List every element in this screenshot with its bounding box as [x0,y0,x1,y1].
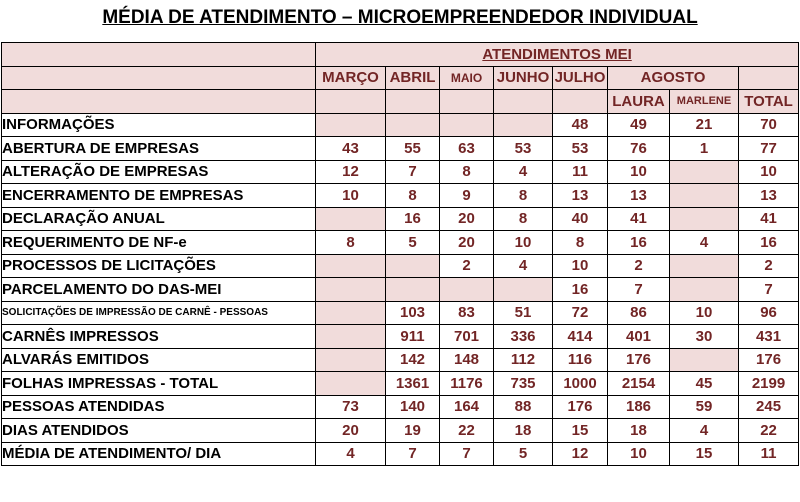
sub-header-row [2,90,799,114]
column-header-agosto: AGOSTO [608,66,739,90]
table-cell: 5 [494,442,553,466]
table-cell: 20 [440,231,494,255]
table-cell: 245 [739,395,799,419]
table-cell: 13 [739,184,799,208]
table-cell: 1361 [386,372,440,396]
table-cell: 2 [440,254,494,278]
table-cell [316,372,386,396]
table-cell: 77 [739,137,799,161]
table-cell: 53 [494,137,553,161]
table-cell: 45 [670,372,739,396]
table-cell [440,278,494,302]
table-cell: 401 [608,325,670,349]
table-cell: 8 [494,207,553,231]
table-cell: 4 [494,254,553,278]
table-row [2,419,799,443]
table-cell: 1000 [553,372,608,396]
table-row [2,348,799,372]
table-cell: 8 [440,160,494,184]
table-cell [316,301,386,325]
table-cell: 10 [494,231,553,255]
table-row [2,160,799,184]
table-cell: 40 [553,207,608,231]
table-cell: 7 [608,278,670,302]
row-label: REQUERIMENTO DE NF-e [2,231,316,255]
row-label: SOLICITAÇÕES DE IMPRESSÃO DE CARNÊ - PESSOAS [2,301,316,325]
table-cell: 49 [608,113,670,137]
table-cell: 5 [386,231,440,255]
table-cell [494,278,553,302]
table-cell [670,254,739,278]
table-cell: 10 [608,160,670,184]
table-cell: 53 [553,137,608,161]
table-cell: 140 [386,395,440,419]
empty-cell [553,90,608,114]
table-row [2,395,799,419]
table-cell: 10 [608,442,670,466]
table-cell: 431 [739,325,799,349]
table-cell [316,207,386,231]
table-cell: 10 [670,301,739,325]
table-title-row [2,43,799,67]
table-cell: 112 [494,348,553,372]
table-cell: 43 [316,137,386,161]
table-cell [386,254,440,278]
sub-header-total: TOTAL [739,90,799,114]
table-cell: 96 [739,301,799,325]
table-cell: 186 [608,395,670,419]
empty-cell [739,66,799,90]
table-cell: 18 [608,419,670,443]
table-cell: 4 [670,419,739,443]
table-cell: 10 [316,184,386,208]
table-cell: 911 [386,325,440,349]
table-cell: 2199 [739,372,799,396]
table-cell: 48 [553,113,608,137]
table-cell: 18 [494,419,553,443]
table-cell [670,348,739,372]
table-cell: 12 [316,160,386,184]
table-cell: 103 [386,301,440,325]
row-label: ENCERRAMENTO DE EMPRESAS [2,184,316,208]
table-cell: 7 [386,442,440,466]
table-row [2,113,799,137]
table-cell: 7 [739,278,799,302]
table-cell [316,278,386,302]
table-cell: 22 [739,419,799,443]
row-label: FOLHAS IMPRESSAS - TOTAL [2,372,316,396]
table-cell: 176 [739,348,799,372]
table-cell: 16 [608,231,670,255]
table-cell [386,113,440,137]
table-cell: 4 [494,160,553,184]
table-cell: 21 [670,113,739,137]
table-cell: 86 [608,301,670,325]
row-label: ABERTURA DE EMPRESAS [2,137,316,161]
sub-header-laura: LAURA [608,90,670,114]
table-cell: 16 [386,207,440,231]
row-label: PESSOAS ATENDIDAS [2,395,316,419]
table-cell: 12 [553,442,608,466]
table-cell: 30 [670,325,739,349]
table-row [2,278,799,302]
table-cell: 9 [440,184,494,208]
table-cell: 176 [553,395,608,419]
table-cell: 72 [553,301,608,325]
table-cell [316,348,386,372]
table-cell: 10 [553,254,608,278]
table-cell: 19 [386,419,440,443]
table-cell: 4 [316,442,386,466]
empty-cell [2,43,316,67]
table-cell: 70 [739,113,799,137]
sub-header-marlene: MARLENE [670,90,739,114]
table-cell: 88 [494,395,553,419]
table-cell: 1 [670,137,739,161]
table-cell: 15 [553,419,608,443]
table-cell [670,207,739,231]
table-row [2,231,799,255]
month-header-row [2,66,799,90]
table-cell: 116 [553,348,608,372]
table-row [2,184,799,208]
table-cell: 8 [494,184,553,208]
table-cell: 51 [494,301,553,325]
table-cell: 1176 [440,372,494,396]
row-label: ALVARÁS EMITIDOS [2,348,316,372]
table-cell: 83 [440,301,494,325]
table-row [2,137,799,161]
empty-cell [386,90,440,114]
table-cell: 142 [386,348,440,372]
table-cell: 8 [553,231,608,255]
empty-cell [316,90,386,114]
table-title: ATENDIMENTOS MEI [316,43,799,67]
table-cell: 8 [386,184,440,208]
row-label: MÉDIA DE ATENDIMENTO/ DIA [2,442,316,466]
row-label: PROCESSOS DE LICITAÇÕES [2,254,316,278]
table-cell: 13 [608,184,670,208]
table-cell: 414 [553,325,608,349]
table-cell [316,254,386,278]
table-cell: 41 [739,207,799,231]
table-cell [316,113,386,137]
table-row [2,301,799,325]
table-cell [670,184,739,208]
table-cell: 735 [494,372,553,396]
table-row [2,325,799,349]
table-cell [386,278,440,302]
row-label: ALTERAÇÃO DE EMPRESAS [2,160,316,184]
table-cell: 8 [316,231,386,255]
table-cell: 15 [670,442,739,466]
row-label: PARCELAMENTO DO DAS-MEI [2,278,316,302]
table-cell: 176 [608,348,670,372]
table-cell: 41 [608,207,670,231]
column-header-marco: MARÇO [316,66,386,90]
table-row [2,207,799,231]
table-cell [316,325,386,349]
empty-cell [2,90,316,114]
table-cell: 7 [386,160,440,184]
table-cell: 336 [494,325,553,349]
empty-cell [494,90,553,114]
table-cell: 2 [739,254,799,278]
table-cell: 701 [440,325,494,349]
table-cell: 4 [670,231,739,255]
attendance-table [1,42,799,466]
table-cell: 16 [553,278,608,302]
table-cell [440,113,494,137]
column-header-julho: JULHO [553,66,608,90]
table-cell: 63 [440,137,494,161]
table-cell [670,278,739,302]
table-cell: 55 [386,137,440,161]
row-label: DECLARAÇÃO ANUAL [2,207,316,231]
empty-cell [440,90,494,114]
column-header-abril: ABRIL [386,66,440,90]
table-cell: 22 [440,419,494,443]
page-title: MÉDIA DE ATENDIMENTO – MICROEMPREENDEDOR INDIVIDUAL [102,7,698,28]
table-cell: 73 [316,395,386,419]
table-cell: 16 [739,231,799,255]
table-cell: 148 [440,348,494,372]
table-cell: 76 [608,137,670,161]
row-label: INFORMAÇÕES [2,113,316,137]
table-cell [670,160,739,184]
table-cell [494,113,553,137]
table-row [2,442,799,466]
table-cell: 13 [553,184,608,208]
table-cell: 20 [440,207,494,231]
table-row [2,372,799,396]
row-label: CARNÊS IMPRESSOS [2,325,316,349]
table-cell: 11 [739,442,799,466]
column-header-maio: MAIO [440,66,494,90]
row-label: DIAS ATENDIDOS [2,419,316,443]
table-cell: 20 [316,419,386,443]
empty-cell [2,66,316,90]
column-header-junho: JUNHO [494,66,553,90]
table-cell: 164 [440,395,494,419]
table-cell: 7 [440,442,494,466]
table-row [2,254,799,278]
table-cell: 2154 [608,372,670,396]
table-cell: 2 [608,254,670,278]
table-cell: 11 [553,160,608,184]
table-cell: 10 [739,160,799,184]
table-cell: 59 [670,395,739,419]
